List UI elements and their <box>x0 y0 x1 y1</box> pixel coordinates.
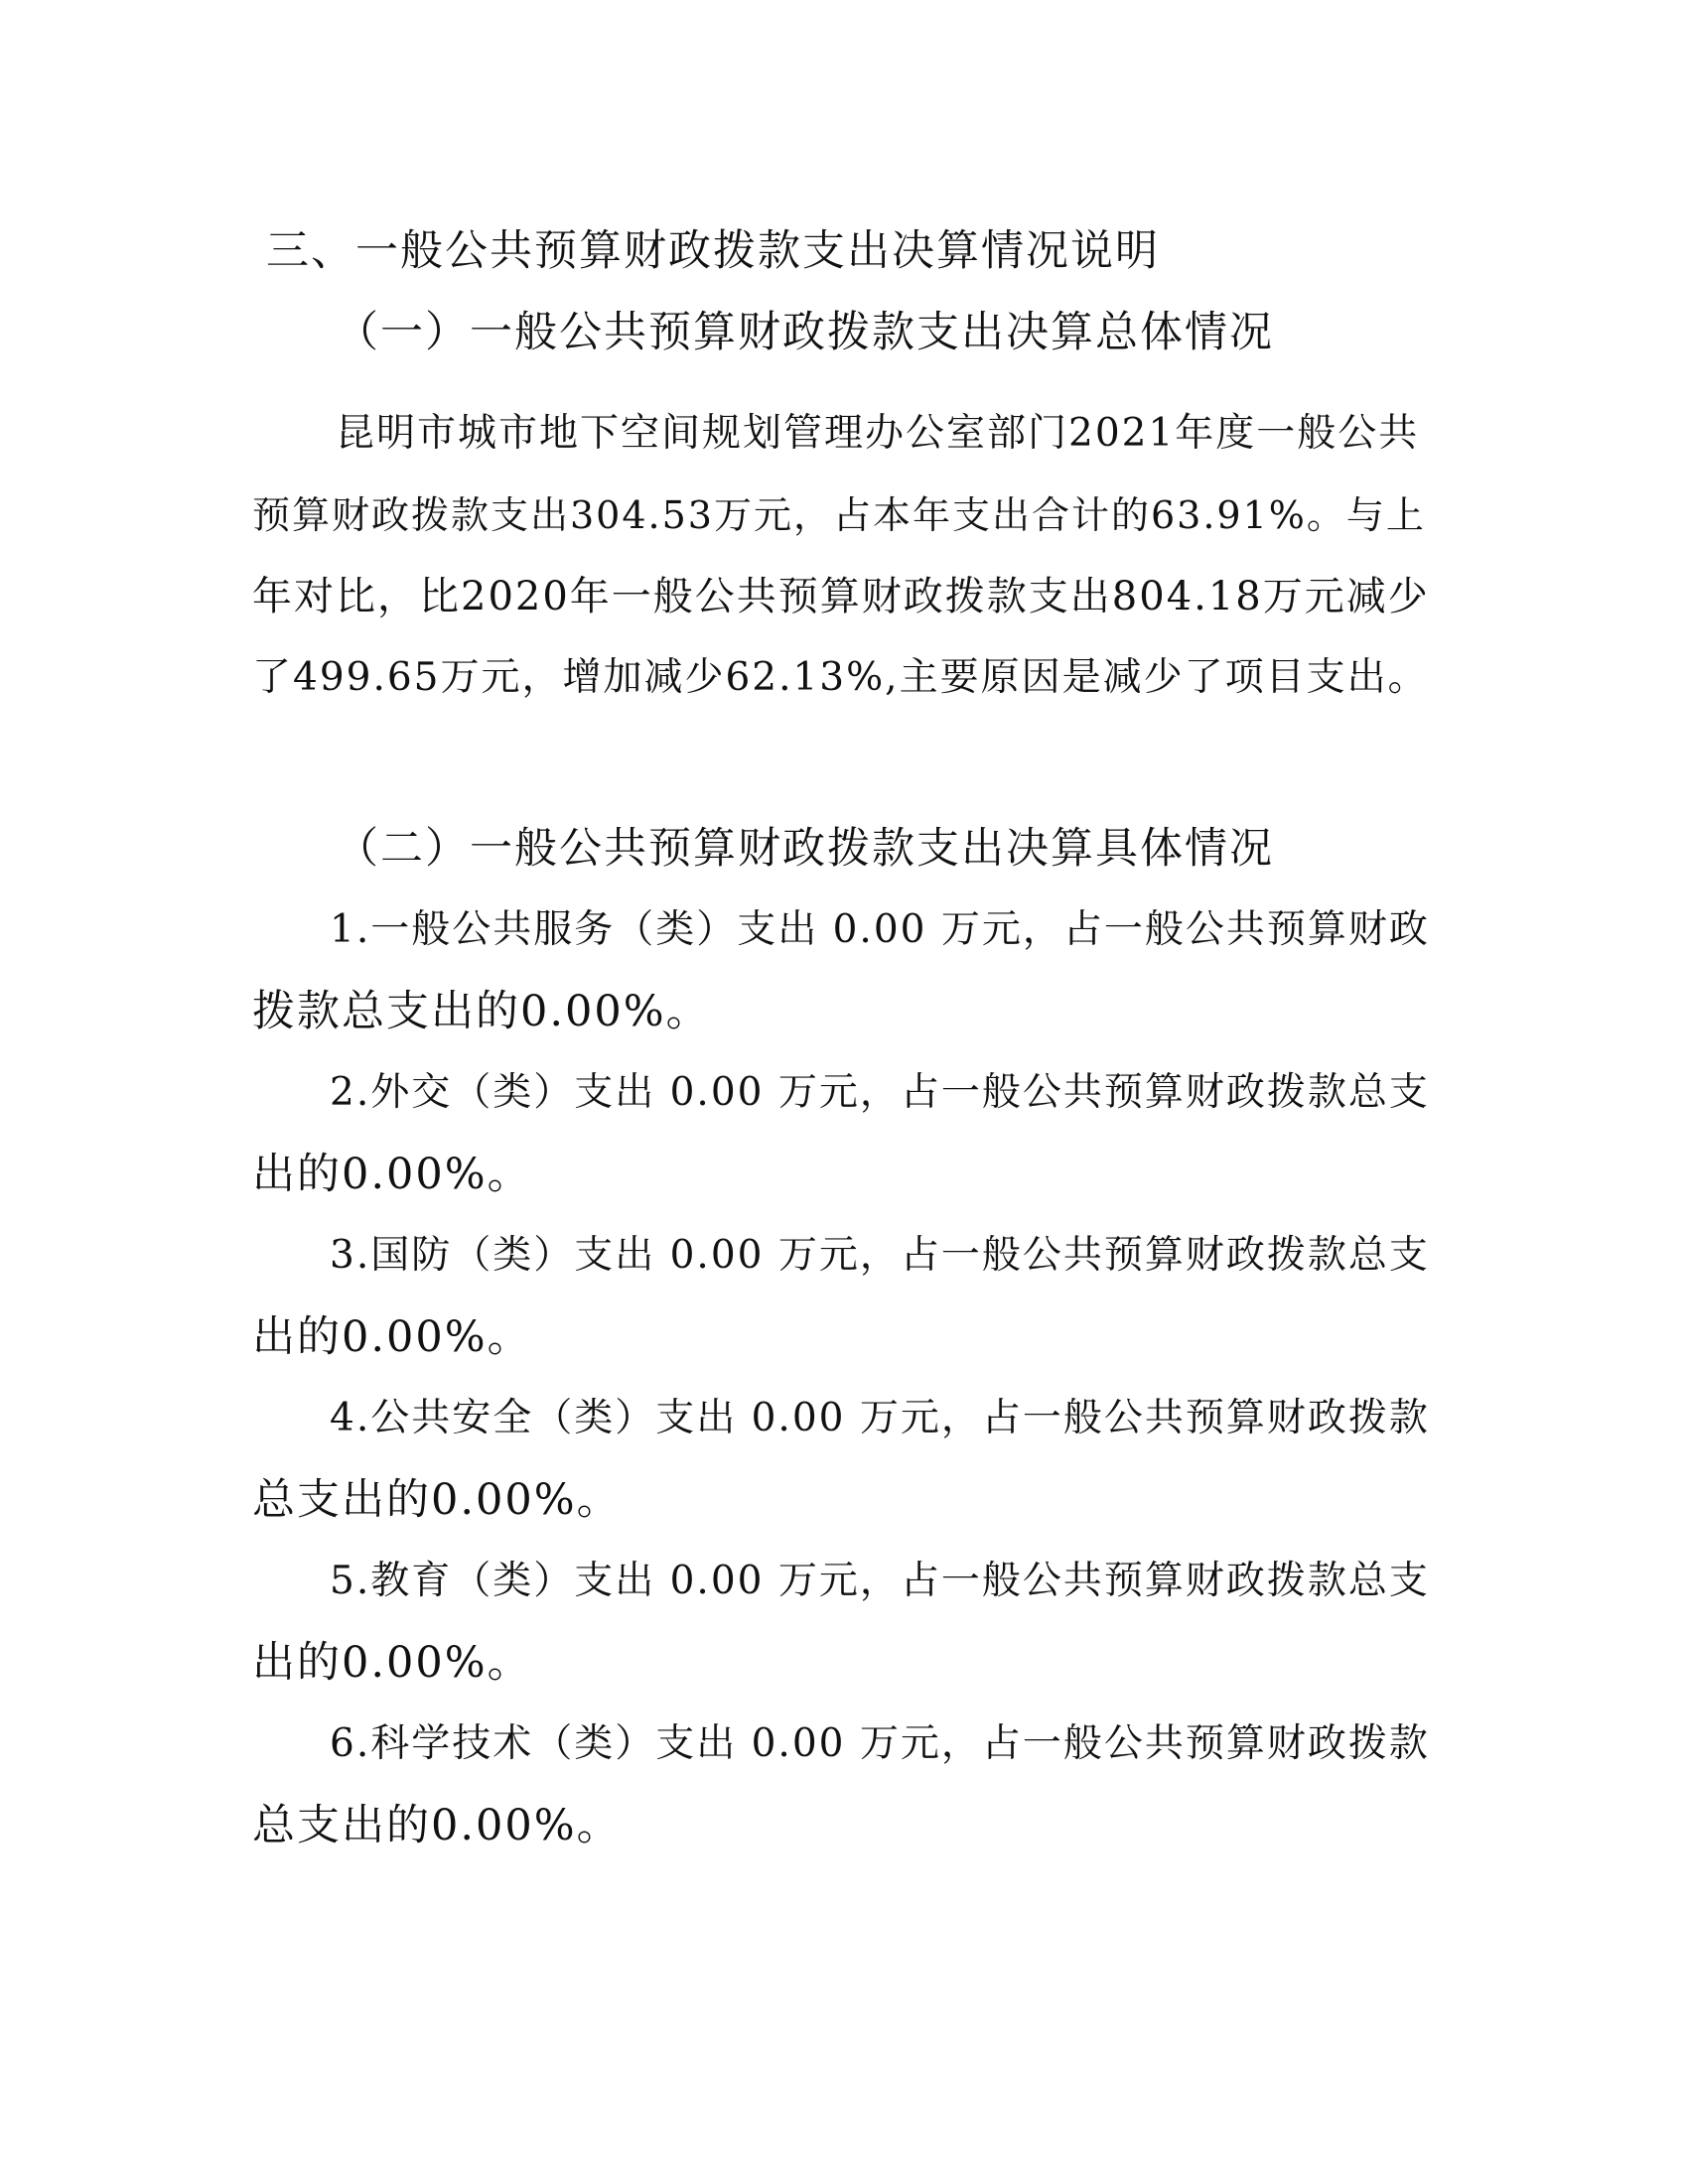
part1-heading: （一）一般公共预算财政拨款支出决算总体情况 <box>336 308 1274 357</box>
section-heading: 三、一般公共预算财政拨款支出决算情况说明 <box>266 226 1160 276</box>
list-item-line: 1.一般公共服务（类）支出 0.00 万元，占一般公共预算财政 <box>330 907 1430 952</box>
list-item-line: 总支出的0.00%。 <box>252 1801 622 1850</box>
paragraph-line: 年对比，比2020年一般公共预算财政拨款支出804.18万元减少 <box>252 574 1430 619</box>
list-item-line: 2.外交（类）支出 0.00 万元，占一般公共预算财政拨款总支 <box>330 1070 1430 1115</box>
list-item-line: 4.公共安全（类）支出 0.00 万元，占一般公共预算财政拨款 <box>330 1396 1430 1440</box>
list-item-line: 3.国防（类）支出 0.00 万元，占一般公共预算财政拨款总支 <box>330 1233 1430 1278</box>
list-item-line: 总支出的0.00%。 <box>252 1475 622 1525</box>
part2-heading: （二）一般公共预算财政拨款支出决算具体情况 <box>336 824 1274 874</box>
list-item-line: 出的0.00%。 <box>252 1638 532 1688</box>
list-item-line: 6.科学技术（类）支出 0.00 万元，占一般公共预算财政拨款 <box>330 1721 1430 1766</box>
paragraph-line: 了499.65万元，增加减少62.13%,主要原因是减少了项目支出。 <box>252 655 1429 700</box>
paragraph-line: 昆明市城市地下空间规划管理办公室部门2021年度一般公共 <box>336 411 1420 456</box>
list-item-line: 拨款总支出的0.00%。 <box>252 987 711 1036</box>
list-item-line: 出的0.00%。 <box>252 1312 532 1362</box>
list-item-line: 5.教育（类）支出 0.00 万元，占一般公共预算财政拨款总支 <box>330 1559 1430 1603</box>
list-item-line: 出的0.00%。 <box>252 1150 532 1199</box>
paragraph-line: 预算财政拨款支出304.53万元，占本年支出合计的63.91%。与上 <box>252 493 1426 537</box>
